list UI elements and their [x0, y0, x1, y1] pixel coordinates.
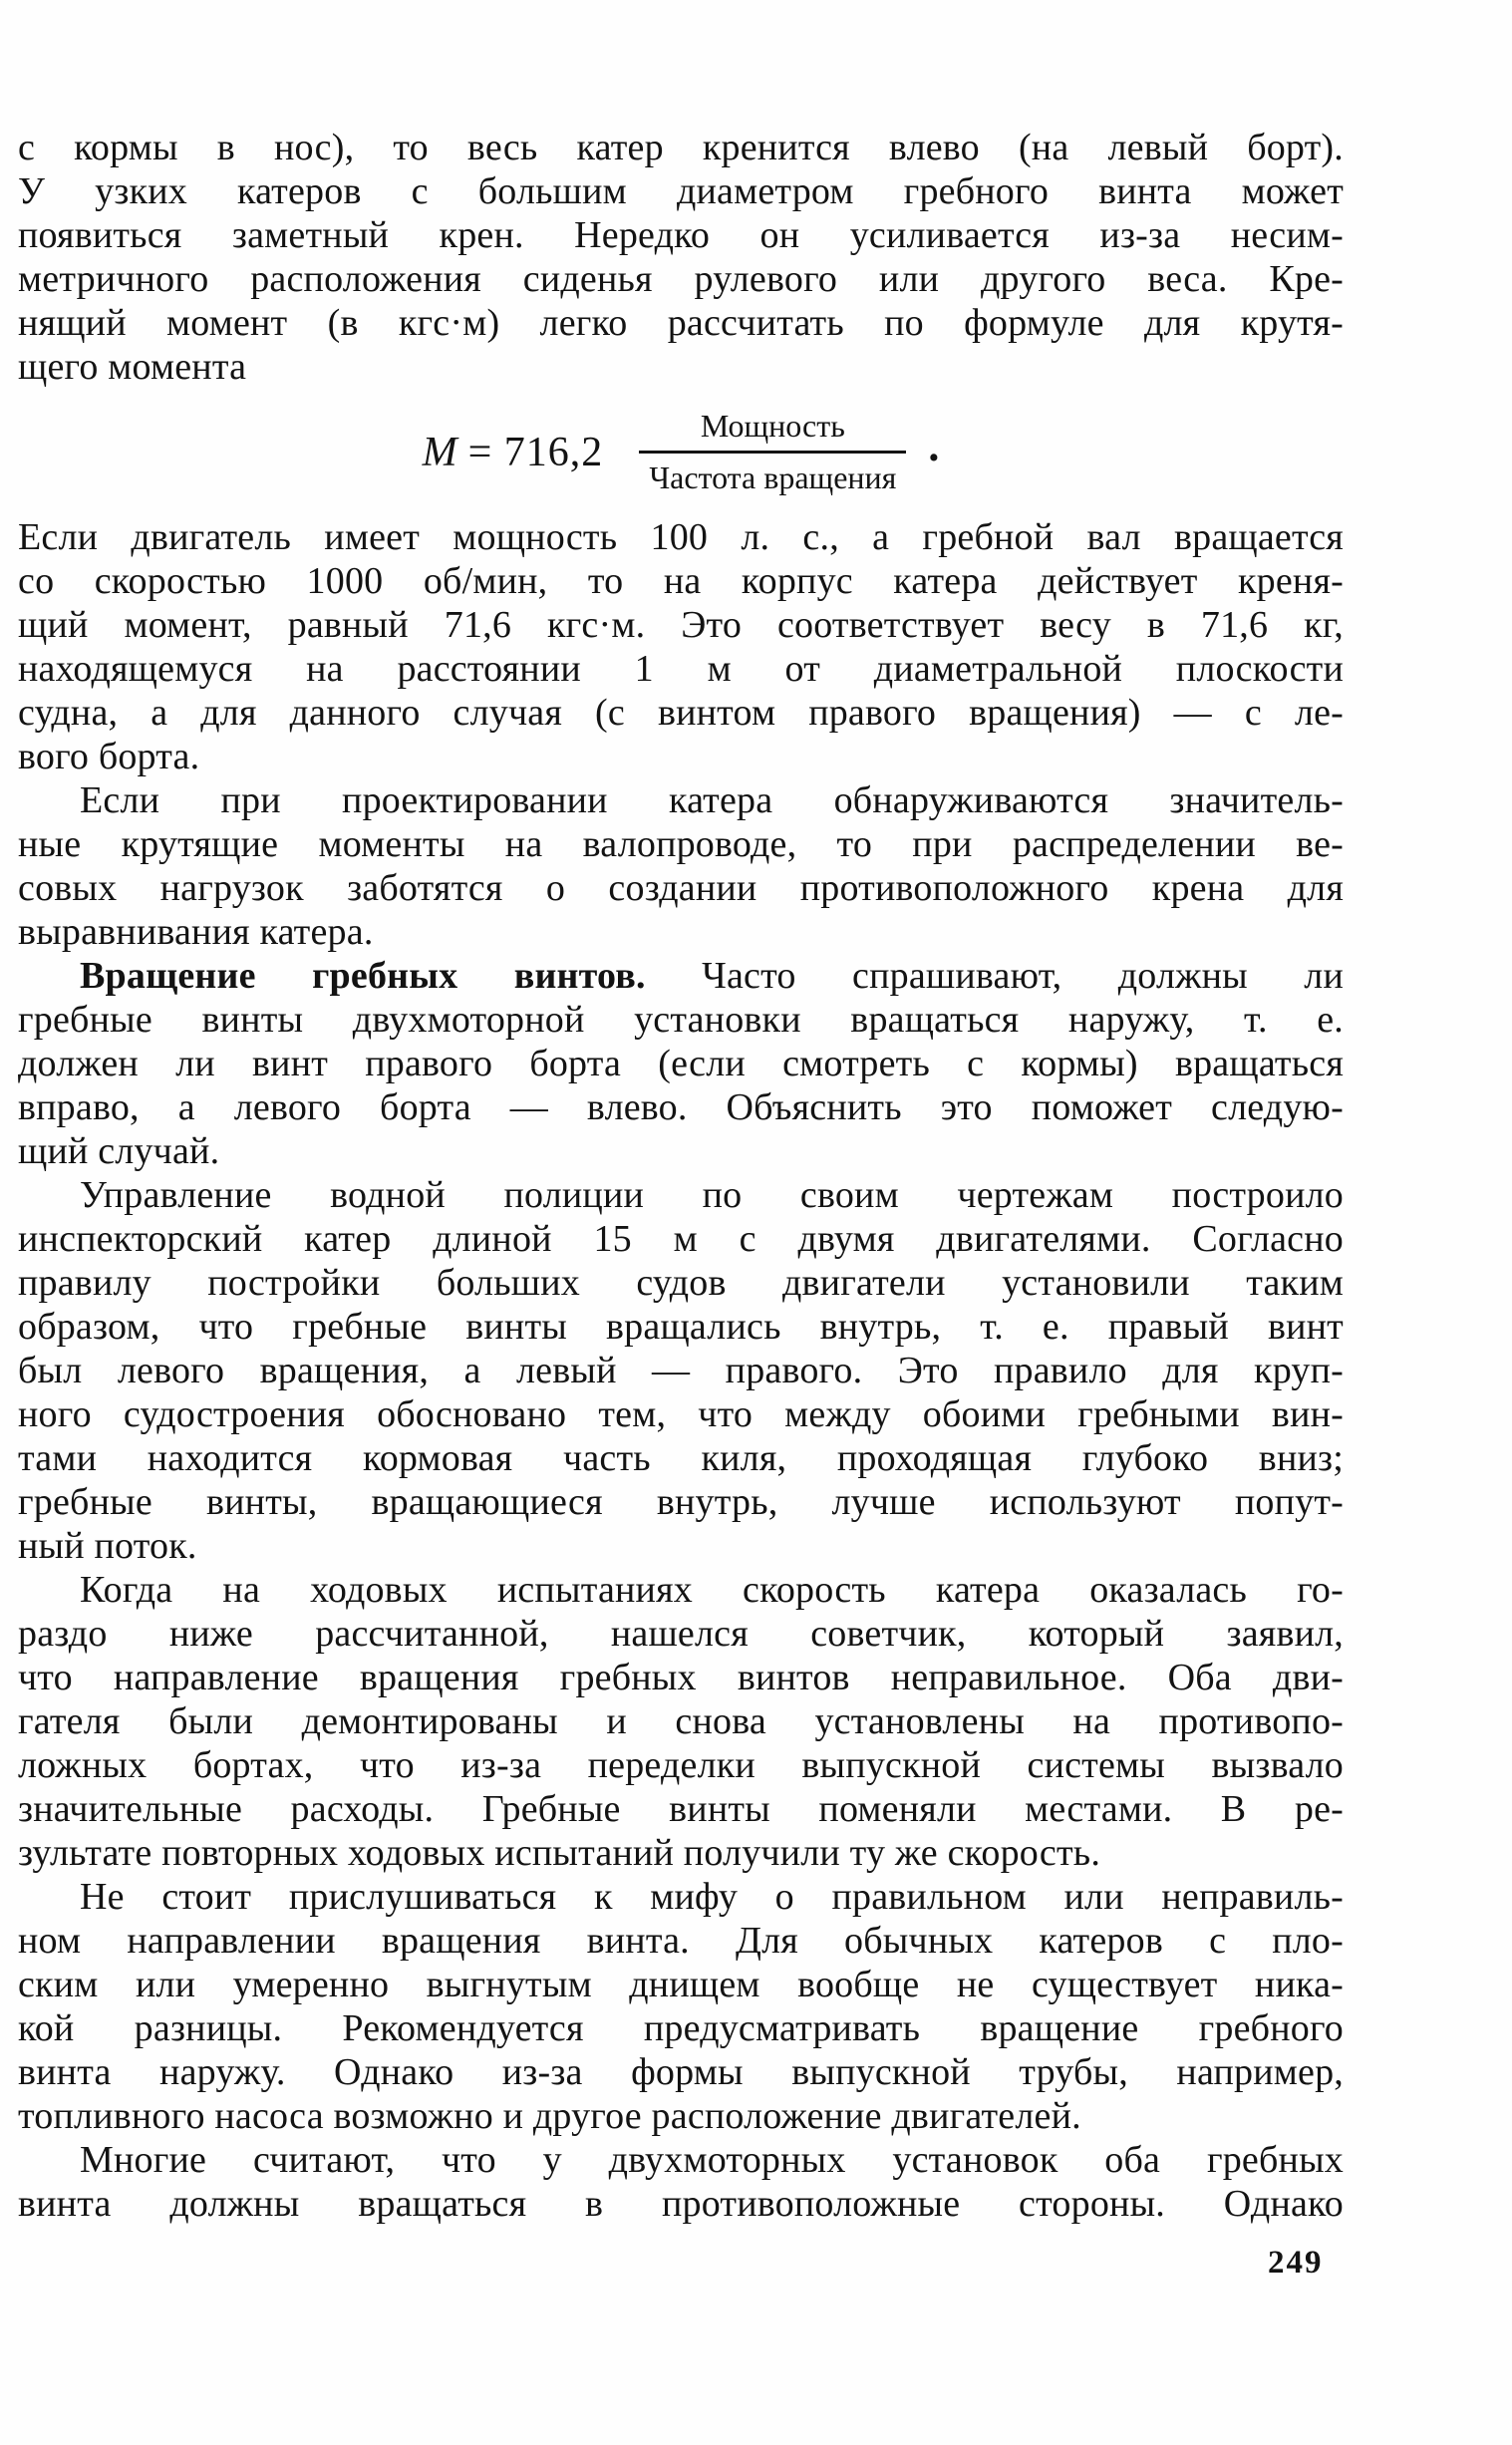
text-line: выравнивания катера. [18, 911, 374, 953]
fraction-numerator: Мощность [700, 408, 845, 445]
text-line: появиться заметный крен. Нередко он усиливается из-за несим- [18, 214, 1344, 256]
text-line: гребные винты двухмоторной установки вращаться наружу, т. е. [18, 999, 1344, 1041]
formula-lhs [423, 429, 604, 476]
text-line: винта должны вращаться в противоположные стороны. Однако [18, 2183, 1344, 2225]
text-line: значительные расходы. Гребные винты поменяли местами. В ре- [18, 1788, 1344, 1830]
text-line: кой разницы. Рекомендуется предусматривать вращение гребного [18, 2007, 1344, 2049]
text-line: вправо, а левого борта — влево. Объяснить это поможет следую- [18, 1086, 1344, 1128]
paragraph [18, 126, 1344, 389]
formula [18, 389, 1344, 515]
text-line: нящий момент (в кгс·м) легко рассчитать по формуле для крутя- [18, 302, 1344, 344]
text-line: был левого вращения, а левый — правого. Это правило для круп- [18, 1350, 1344, 1391]
formula-fraction [639, 408, 906, 496]
text-line: Не стоит прислушиваться к мифу о правильном или неправиль- [80, 1876, 1344, 1918]
run-in-heading: Вращение гребных винтов. [80, 955, 646, 997]
page-number: 249 [1268, 2245, 1324, 2281]
text-line: топливного насоса возможно и другое расположение двигателей. [18, 2095, 1081, 2137]
text-line: Если двигатель имеет мощность 100 л. с., а гребной вал вращается [18, 516, 1344, 558]
text-line: гателя были демонтированы и снова установлены на противопо- [18, 1700, 1344, 1742]
text-line: тами находится кормовая часть киля, проходящая глубоко вниз; [18, 1437, 1344, 1479]
paragraphs-after-formula [18, 515, 1344, 2226]
paragraph [18, 954, 1344, 1173]
text-line: ного судостроения обосновано тем, что между обоими гребными вин- [18, 1393, 1344, 1435]
paragraph [18, 1173, 1344, 1568]
text-line: гребные винты, вращающиеся внутрь, лучше используют попут- [18, 1481, 1344, 1523]
fraction-denominator: Частота вращения [639, 451, 906, 496]
formula-punctuation: . [928, 422, 940, 470]
text-line: ложных бортах, что из-за переделки выпускной системы вызвало [18, 1744, 1344, 1786]
text-line: должен ли винт правого борта (если смотреть с кормы) вращаться [18, 1043, 1344, 1084]
text-column [18, 126, 1344, 2226]
text-line: У узких катеров с большим диаметром гребного винта может [18, 170, 1344, 212]
paragraphs-before-formula [18, 126, 1344, 389]
text-line: инспекторский катер длиной 15 м с двумя двигателями. Согласно [18, 1218, 1344, 1260]
text-line: правилу постройки больших судов двигатели установили таким [18, 1262, 1344, 1304]
text-line: щего момента [18, 346, 247, 388]
text-line: Если при проектировании катера обнаруживаются значитель- [80, 779, 1344, 821]
formula-coefficient: = 716,2 [467, 429, 604, 475]
text-line: Вращение гребных винтов. Часто спрашивают, должны ли [80, 955, 1344, 997]
paragraph [18, 1568, 1344, 1875]
text-line: зультате повторных ходовых испытаний получили ту же скорость. [18, 1832, 1101, 1874]
paragraph [18, 1875, 1344, 2138]
text-line: образом, что гребные винты вращались внутрь, т. е. правый винт [18, 1306, 1344, 1348]
text-line: винта наружу. Однако из-за формы выпускной трубы, например, [18, 2051, 1344, 2093]
paragraph [18, 778, 1344, 954]
text-line: с кормы в нос), то весь катер кренится влево (на левый борт). [18, 127, 1344, 168]
text-line: что направление вращения гребных винтов неправильное. Оба дви- [18, 1657, 1344, 1698]
formula-symbol: M [422, 429, 458, 475]
text-line: Когда на ходовых испытаниях скорость катера оказалась го- [80, 1569, 1344, 1611]
text-line: ном направлении вращения винта. Для обычных катеров с пло- [18, 1920, 1344, 1962]
text-line: Управление водной полиции по своим чертежам построило [80, 1174, 1344, 1216]
text-line: раздо ниже рассчитанной, нашелся советчик, который заявил, [18, 1613, 1344, 1655]
text-line: судна, а для данного случая (с винтом правого вращения) — с ле- [18, 692, 1344, 734]
text-line: метричного расположения сиденья рулевого или другого веса. Кре- [18, 258, 1344, 300]
text-line: ные крутящие моменты на валопроводе, то при распределении ве- [18, 823, 1344, 865]
text-line: вого борта. [18, 736, 200, 777]
text-line: находящемуся на расстоянии 1 м от диаметральной плоскости [18, 648, 1344, 690]
paragraph [18, 515, 1344, 778]
text-line: щий момент, равный 71,6 кгс·м. Это соответствует весу в 71,6 кг, [18, 604, 1344, 646]
paragraph [18, 2138, 1344, 2226]
text-line: со скоростью 1000 об/мин, то на корпус катера действует креня- [18, 560, 1344, 602]
text-line: ный поток. [18, 1525, 197, 1567]
text-line: совых нагрузок заботятся о создании противоположного крена для [18, 867, 1344, 909]
text-line: щий случай. [18, 1130, 220, 1172]
text-line: ским или умеренно выгнутым днищем вообще не существует ника- [18, 1964, 1344, 2005]
text-line: Многие считают, что у двухмоторных установок оба гребных [80, 2139, 1344, 2181]
